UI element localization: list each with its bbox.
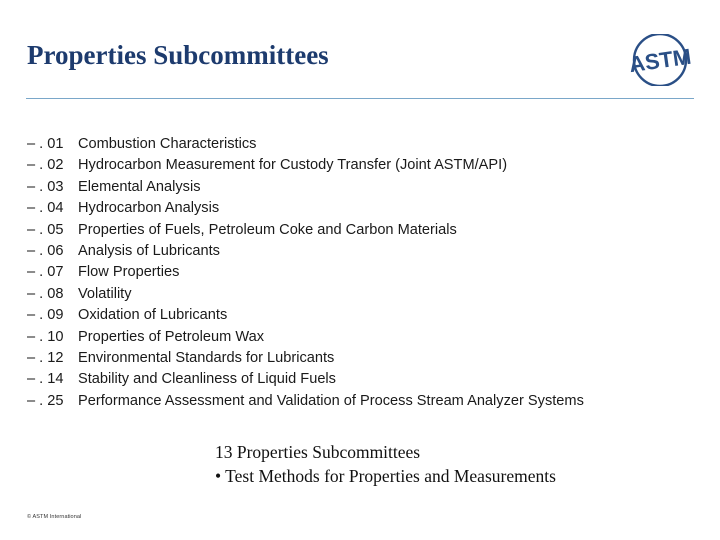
- list-item: [27, 284, 707, 305]
- list-item: [27, 177, 707, 198]
- list-item: [27, 155, 707, 176]
- item-label: Hydrocarbon Measurement for Custody Transfer (Joint ASTM/API): [78, 157, 508, 174]
- item-label: Hydrocarbon Analysis: [78, 200, 220, 217]
- item-label: Properties of Fuels, Petroleum Coke and Carbon Materials: [78, 221, 457, 238]
- item-code: – . 08: [27, 285, 64, 302]
- item-code: – . 09: [27, 307, 64, 324]
- item-code: – . 10: [27, 328, 64, 345]
- item-label: Oxidation of Lubricants: [78, 307, 228, 324]
- item-code: – . 12: [27, 349, 64, 366]
- list-item: [27, 134, 707, 155]
- item-label: Volatility: [78, 285, 132, 302]
- item-label: Environmental Standards for Lubricants: [78, 349, 335, 366]
- item-label: Flow Properties: [78, 264, 180, 281]
- item-label: Elemental Analysis: [78, 178, 201, 195]
- item-code: – . 25: [27, 392, 64, 409]
- summary-heading: 13 Properties Subcommittees: [215, 442, 421, 462]
- list-item: [27, 305, 707, 326]
- list-item: [27, 369, 707, 390]
- list-item: [27, 220, 707, 241]
- astm-logo: [626, 34, 694, 86]
- list-item: [27, 348, 707, 369]
- item-code: – . 01: [27, 136, 64, 152]
- item-code: – . 02: [27, 157, 64, 174]
- summary-text: [215, 441, 556, 488]
- list-item: [27, 327, 707, 348]
- title-divider: [26, 98, 694, 99]
- item-code: – . 14: [27, 371, 64, 388]
- subcommittee-list: [27, 134, 707, 412]
- slide-title: Properties Subcommittees: [27, 40, 329, 70]
- list-item: [27, 241, 707, 262]
- list-item: [27, 391, 707, 412]
- item-label: Stability and Cleanliness of Liquid Fuels: [78, 371, 336, 388]
- item-label: Combustion Characteristics: [78, 136, 257, 152]
- item-label: Analysis of Lubricants: [78, 242, 220, 259]
- item-code: – . 06: [27, 242, 64, 259]
- item-code: – . 07: [27, 264, 64, 281]
- item-code: – . 05: [27, 221, 64, 238]
- summary-bullet: • Test Methods for Properties and Measurements: [215, 465, 556, 486]
- list-item: [27, 262, 707, 283]
- item-code: – . 04: [27, 200, 64, 217]
- logo-text: ASTM: [627, 43, 693, 78]
- list-item: [27, 198, 707, 219]
- item-code: – . 03: [27, 178, 64, 195]
- item-label: Properties of Petroleum Wax: [78, 328, 265, 345]
- copyright-footer: © ASTM International: [27, 514, 82, 520]
- item-label: Performance Assessment and Validation of Process Stream Analyzer Systems: [78, 392, 584, 409]
